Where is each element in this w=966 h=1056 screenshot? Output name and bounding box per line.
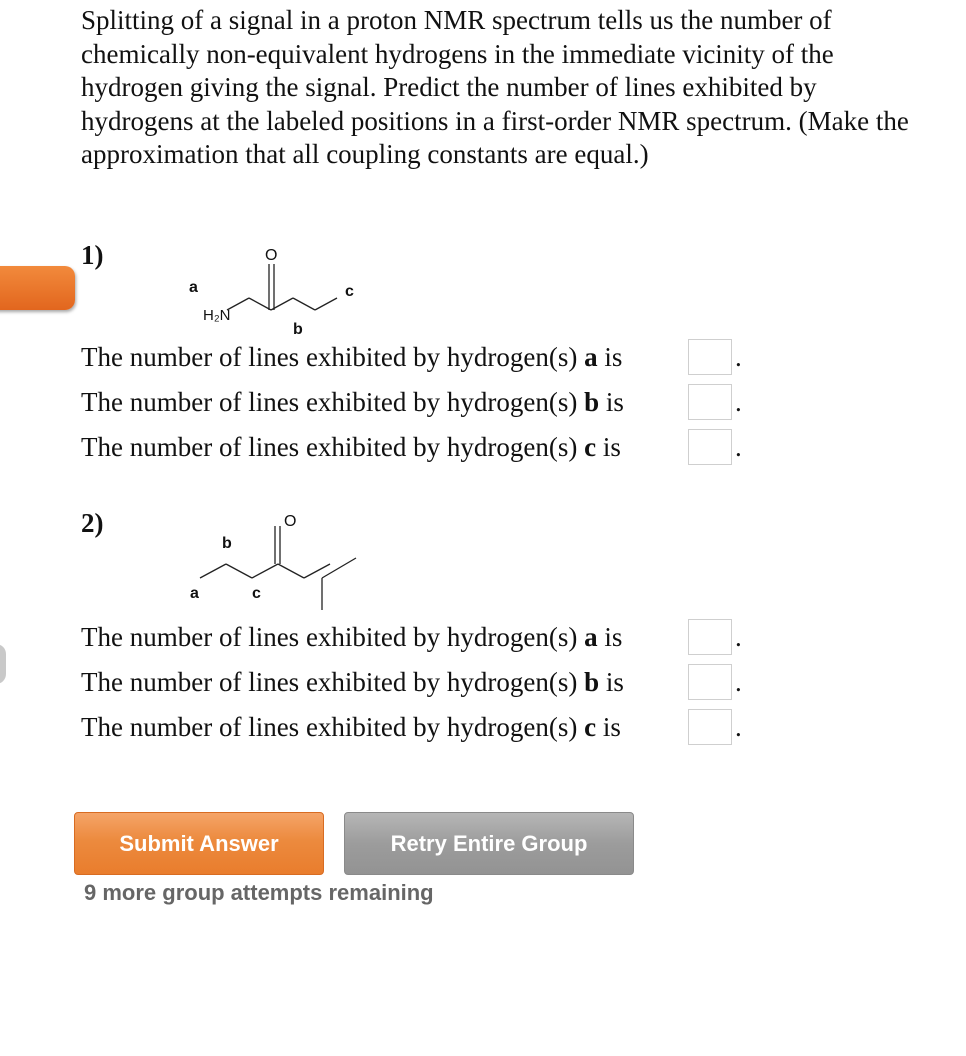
q2-row-a: The number of lines exhibited by hydrogen(s) a is — [81, 622, 623, 652]
q1-row-b: The number of lines exhibited by hydrogen(s) b is — [81, 387, 624, 417]
molecule-1-amine: H₂N — [203, 307, 231, 324]
q2-row-b: The number of lines exhibited by hydrogen(s) b is — [81, 667, 624, 697]
question-intro: Splitting of a signal in a proton NMR spectrum tells us the number of chemically non-equivalent hydrogens in the immediate vicinity of the hydrogen giving the signal. Predict the number of lines exhibited by hydrogens at the labeled positions in a first-order NMR spectrum. (Make the approximation that all coupling constants are equal.) — [81, 5, 909, 169]
molecule-1-label-b: b — [293, 321, 303, 338]
q1-row-a-period: . — [735, 342, 742, 372]
q2-row-c: The number of lines exhibited by hydrogen(s) c is — [81, 712, 621, 742]
molecule-2-label-a: a — [190, 585, 199, 602]
molecule-1-label-c: c — [345, 283, 354, 300]
question-2-number: 2) — [81, 508, 104, 538]
q1-answer-b-input[interactable] — [688, 384, 732, 420]
retry-entire-group-button[interactable]: Retry Entire Group — [344, 812, 634, 875]
q1-answer-a-input[interactable] — [688, 339, 732, 375]
side-tab-marker[interactable] — [0, 266, 75, 310]
molecule-1-label-a: a — [189, 279, 198, 296]
q1-row-a: The number of lines exhibited by hydrogen(s) a is — [81, 342, 623, 372]
molecule-2-structure — [180, 506, 380, 618]
molecule-1-oxygen: O — [265, 247, 278, 264]
q2-row-b-period: . — [735, 667, 742, 697]
question-1-number: 1) — [81, 240, 104, 270]
molecule-2-label-c: c — [252, 585, 261, 602]
molecule-2-label-b: b — [222, 535, 232, 552]
attempts-remaining: 9 more group attempts remaining — [84, 880, 434, 905]
q2-row-a-period: . — [735, 622, 742, 652]
side-scroll-marker — [0, 644, 6, 684]
q2-answer-b-input[interactable] — [688, 664, 732, 700]
submit-answer-button[interactable]: Submit Answer — [74, 812, 324, 875]
q1-row-c-period: . — [735, 432, 742, 462]
q2-answer-c-input[interactable] — [688, 709, 732, 745]
q1-row-c: The number of lines exhibited by hydrogen(s) c is — [81, 432, 621, 462]
molecule-2-oxygen: O — [284, 513, 297, 530]
molecule-1-structure — [185, 238, 375, 338]
q2-row-c-period: . — [735, 712, 742, 742]
q1-answer-c-input[interactable] — [688, 429, 732, 465]
q1-row-b-period: . — [735, 387, 742, 417]
q2-answer-a-input[interactable] — [688, 619, 732, 655]
